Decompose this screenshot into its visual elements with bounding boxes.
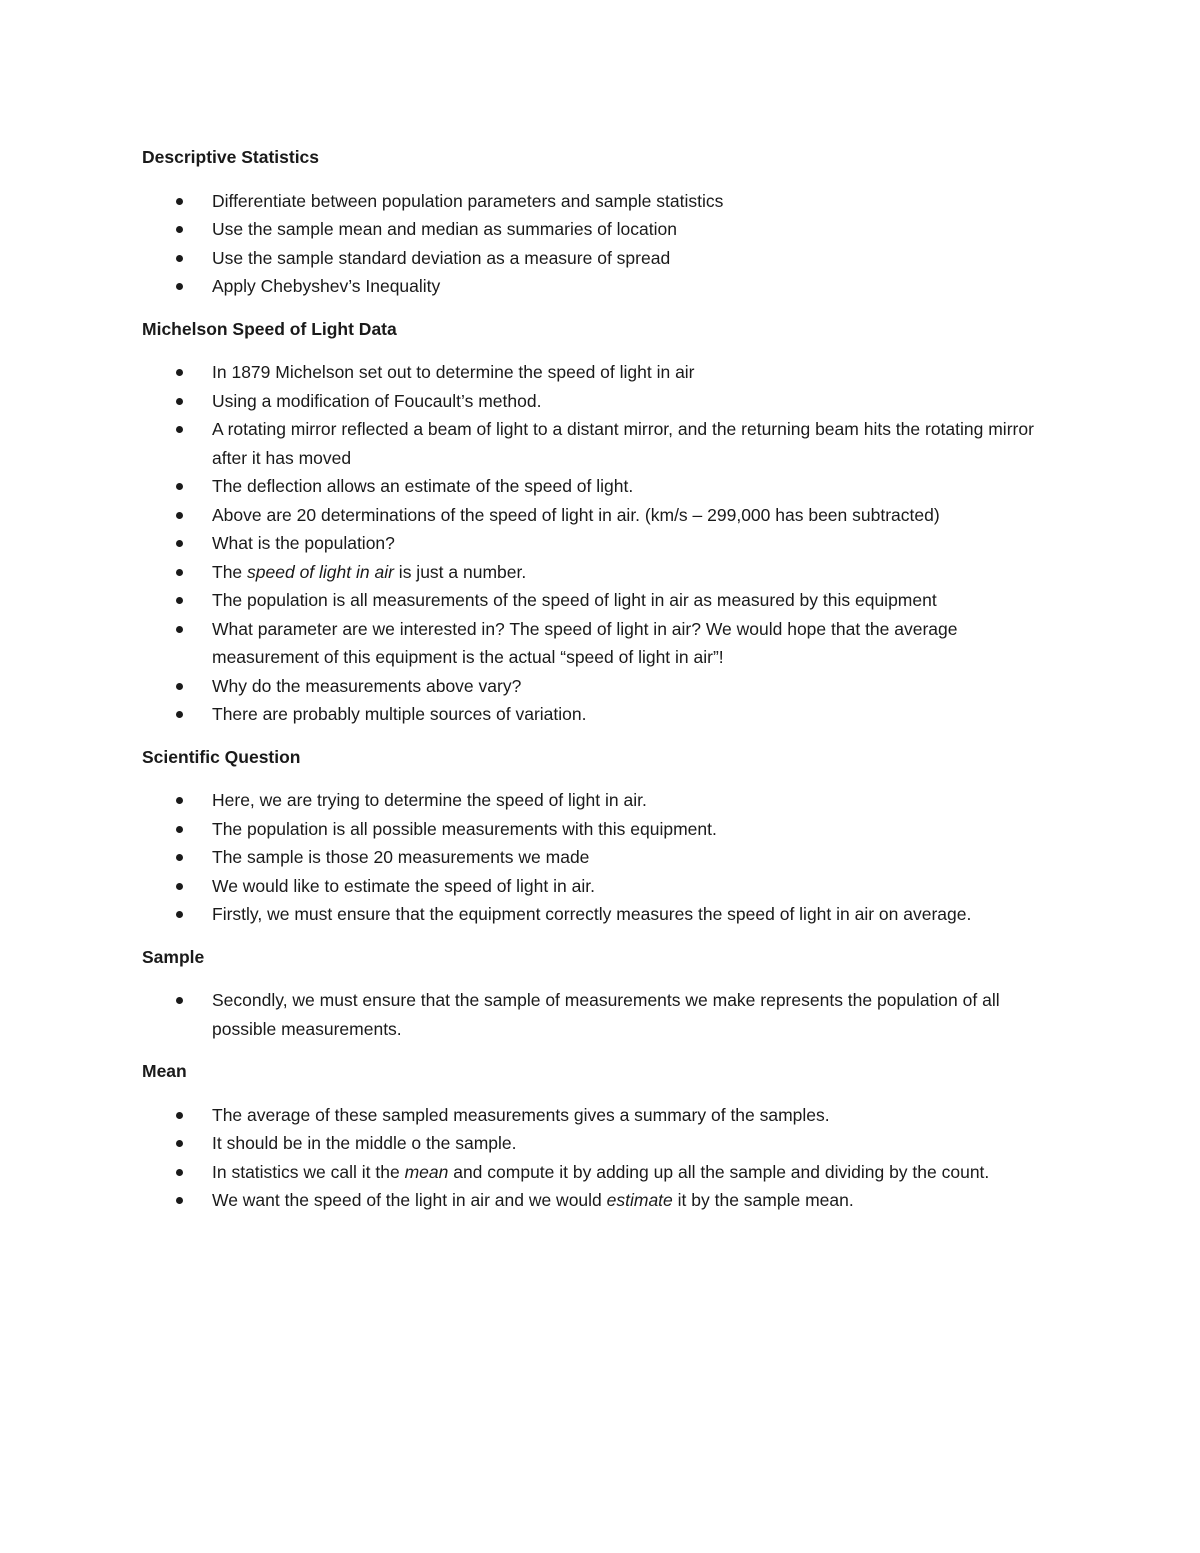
bullet-icon	[176, 911, 183, 918]
bullet-icon	[176, 569, 183, 576]
bullet-item	[142, 1101, 1062, 1130]
bullet-list	[142, 187, 1062, 301]
bullet-text: Firstly, we must ensure that the equipment correctly measures the speed of light in air on average.	[212, 904, 972, 924]
section-descriptive-statistics	[142, 143, 1062, 301]
bullet-icon	[176, 854, 183, 861]
bullet-icon	[176, 597, 183, 604]
section-mean	[142, 1057, 1062, 1215]
bullet-item	[142, 900, 1062, 929]
bullet-item	[142, 244, 1062, 273]
document-body	[142, 143, 1062, 1229]
bullet-icon	[176, 1140, 183, 1147]
bullet-item	[142, 415, 1062, 472]
bullet-text: Apply Chebyshev’s Inequality	[212, 276, 441, 296]
bullet-text: We want the speed of the light in air and we would	[212, 1190, 607, 1210]
bullet-icon	[176, 683, 183, 690]
bullet-text: The average of these sampled measurements gives a summary of the samples.	[212, 1104, 830, 1125]
bullet-text: Why do the measurements above vary?	[212, 675, 522, 696]
bullet-emphasis: speed of light in air	[247, 561, 394, 582]
bullet-icon	[176, 1169, 183, 1176]
bullet-item	[142, 558, 1062, 587]
bullet-icon	[176, 883, 183, 890]
section-heading: Scientific Question	[142, 746, 301, 767]
bullet-icon	[176, 797, 183, 804]
bullet-icon	[176, 198, 183, 205]
bullet-icon	[176, 512, 183, 519]
bullet-icon	[176, 711, 183, 718]
section-heading: Michelson Speed of Light Data	[142, 318, 397, 339]
bullet-item	[142, 872, 1062, 901]
bullet-item	[142, 358, 1062, 387]
bullet-icon	[176, 826, 183, 833]
bullet-text: Above are 20 determinations of the speed of light in air. (km/s – 299,000 has been subtracted)	[212, 504, 940, 525]
bullet-list	[142, 358, 1062, 729]
bullet-text: In statistics we call it the	[212, 1161, 405, 1182]
bullet-text: it by the sample mean.	[672, 1190, 854, 1210]
bullet-list	[142, 786, 1062, 929]
bullet-item	[142, 672, 1062, 701]
section-heading: Sample	[142, 946, 205, 967]
bullet-item	[142, 986, 1062, 1043]
bullet-item	[142, 843, 1062, 872]
bullet-text: The	[212, 561, 248, 582]
bullet-text: It should be in the middle o the sample.	[212, 1133, 517, 1153]
bullet-icon	[176, 483, 183, 490]
bullet-text: A rotating mirror reflected a beam of light to a distant mirror, and the returning beam hits the rotating mirror after it has moved	[212, 419, 1034, 468]
bullet-item	[142, 387, 1062, 416]
bullet-text: In 1879 Michelson set out to determine the speed of light in air	[212, 362, 695, 382]
section-heading: Mean	[142, 1061, 187, 1081]
bullet-icon	[176, 540, 183, 547]
bullet-item	[142, 815, 1062, 844]
bullet-item	[142, 1158, 1062, 1187]
bullet-item	[142, 1129, 1062, 1158]
bullet-text: The sample is those 20 measurements we made	[212, 847, 590, 867]
bullet-icon	[176, 255, 183, 262]
bullet-item	[142, 586, 1062, 615]
bullet-text: Here, we are trying to determine the speed of light in air.	[212, 790, 647, 810]
bullet-text: and compute it by adding up all the sample and dividing by the count.	[448, 1161, 990, 1182]
bullet-text: The population is all measurements of the speed of light in air as measured by this equipment	[212, 590, 937, 610]
bullet-item	[142, 700, 1062, 729]
bullet-list	[142, 1101, 1062, 1215]
bullet-text: Use the sample mean and median as summaries of location	[212, 219, 677, 239]
bullet-item	[142, 472, 1062, 501]
bullet-item	[142, 786, 1062, 815]
bullet-text: What parameter are we interested in? The speed of light in air? We would hope that the average measurement of this equipment is the actual “speed of light in air”!	[212, 618, 958, 667]
bullet-item	[142, 615, 1062, 672]
bullet-text: is just a number.	[393, 561, 527, 582]
bullet-text: Use the sample standard deviation as a measure of spread	[212, 247, 671, 268]
bullet-icon	[176, 997, 183, 1004]
bullet-icon	[176, 426, 183, 433]
bullet-icon	[176, 398, 183, 405]
bullet-icon	[176, 626, 183, 633]
bullet-item	[142, 501, 1062, 530]
bullet-emphasis: mean	[404, 1161, 449, 1182]
bullet-list	[142, 986, 1062, 1043]
bullet-icon	[176, 283, 183, 290]
bullet-text: The population is all possible measurements with this equipment.	[212, 818, 717, 839]
bullet-text: Differentiate between population parameters and sample statistics	[212, 190, 724, 211]
section-heading: Descriptive Statistics	[142, 147, 320, 167]
bullet-icon	[176, 226, 183, 233]
bullet-text: There are probably multiple sources of variation.	[212, 704, 587, 724]
bullet-item	[142, 187, 1062, 216]
bullet-text: What is the population?	[212, 533, 395, 553]
bullet-icon	[176, 1197, 183, 1204]
bullet-item	[142, 272, 1062, 301]
bullet-item	[142, 529, 1062, 558]
bullet-item	[142, 215, 1062, 244]
bullet-text: Secondly, we must ensure that the sample of measurements we make represents the population of all possible measurements.	[212, 990, 1000, 1039]
bullet-text: The deflection allows an estimate of the speed of light.	[212, 476, 634, 496]
bullet-icon	[176, 369, 183, 376]
bullet-text: We would like to estimate the speed of light in air.	[212, 875, 595, 896]
section-michelson-speed-of-light-data	[142, 315, 1062, 729]
bullet-icon	[176, 1112, 183, 1119]
section-scientific-question	[142, 743, 1062, 929]
bullet-item	[142, 1186, 1062, 1215]
bullet-emphasis: estimate	[606, 1190, 673, 1210]
bullet-text: Using a modification of Foucault’s method.	[212, 390, 542, 411]
section-sample	[142, 943, 1062, 1044]
